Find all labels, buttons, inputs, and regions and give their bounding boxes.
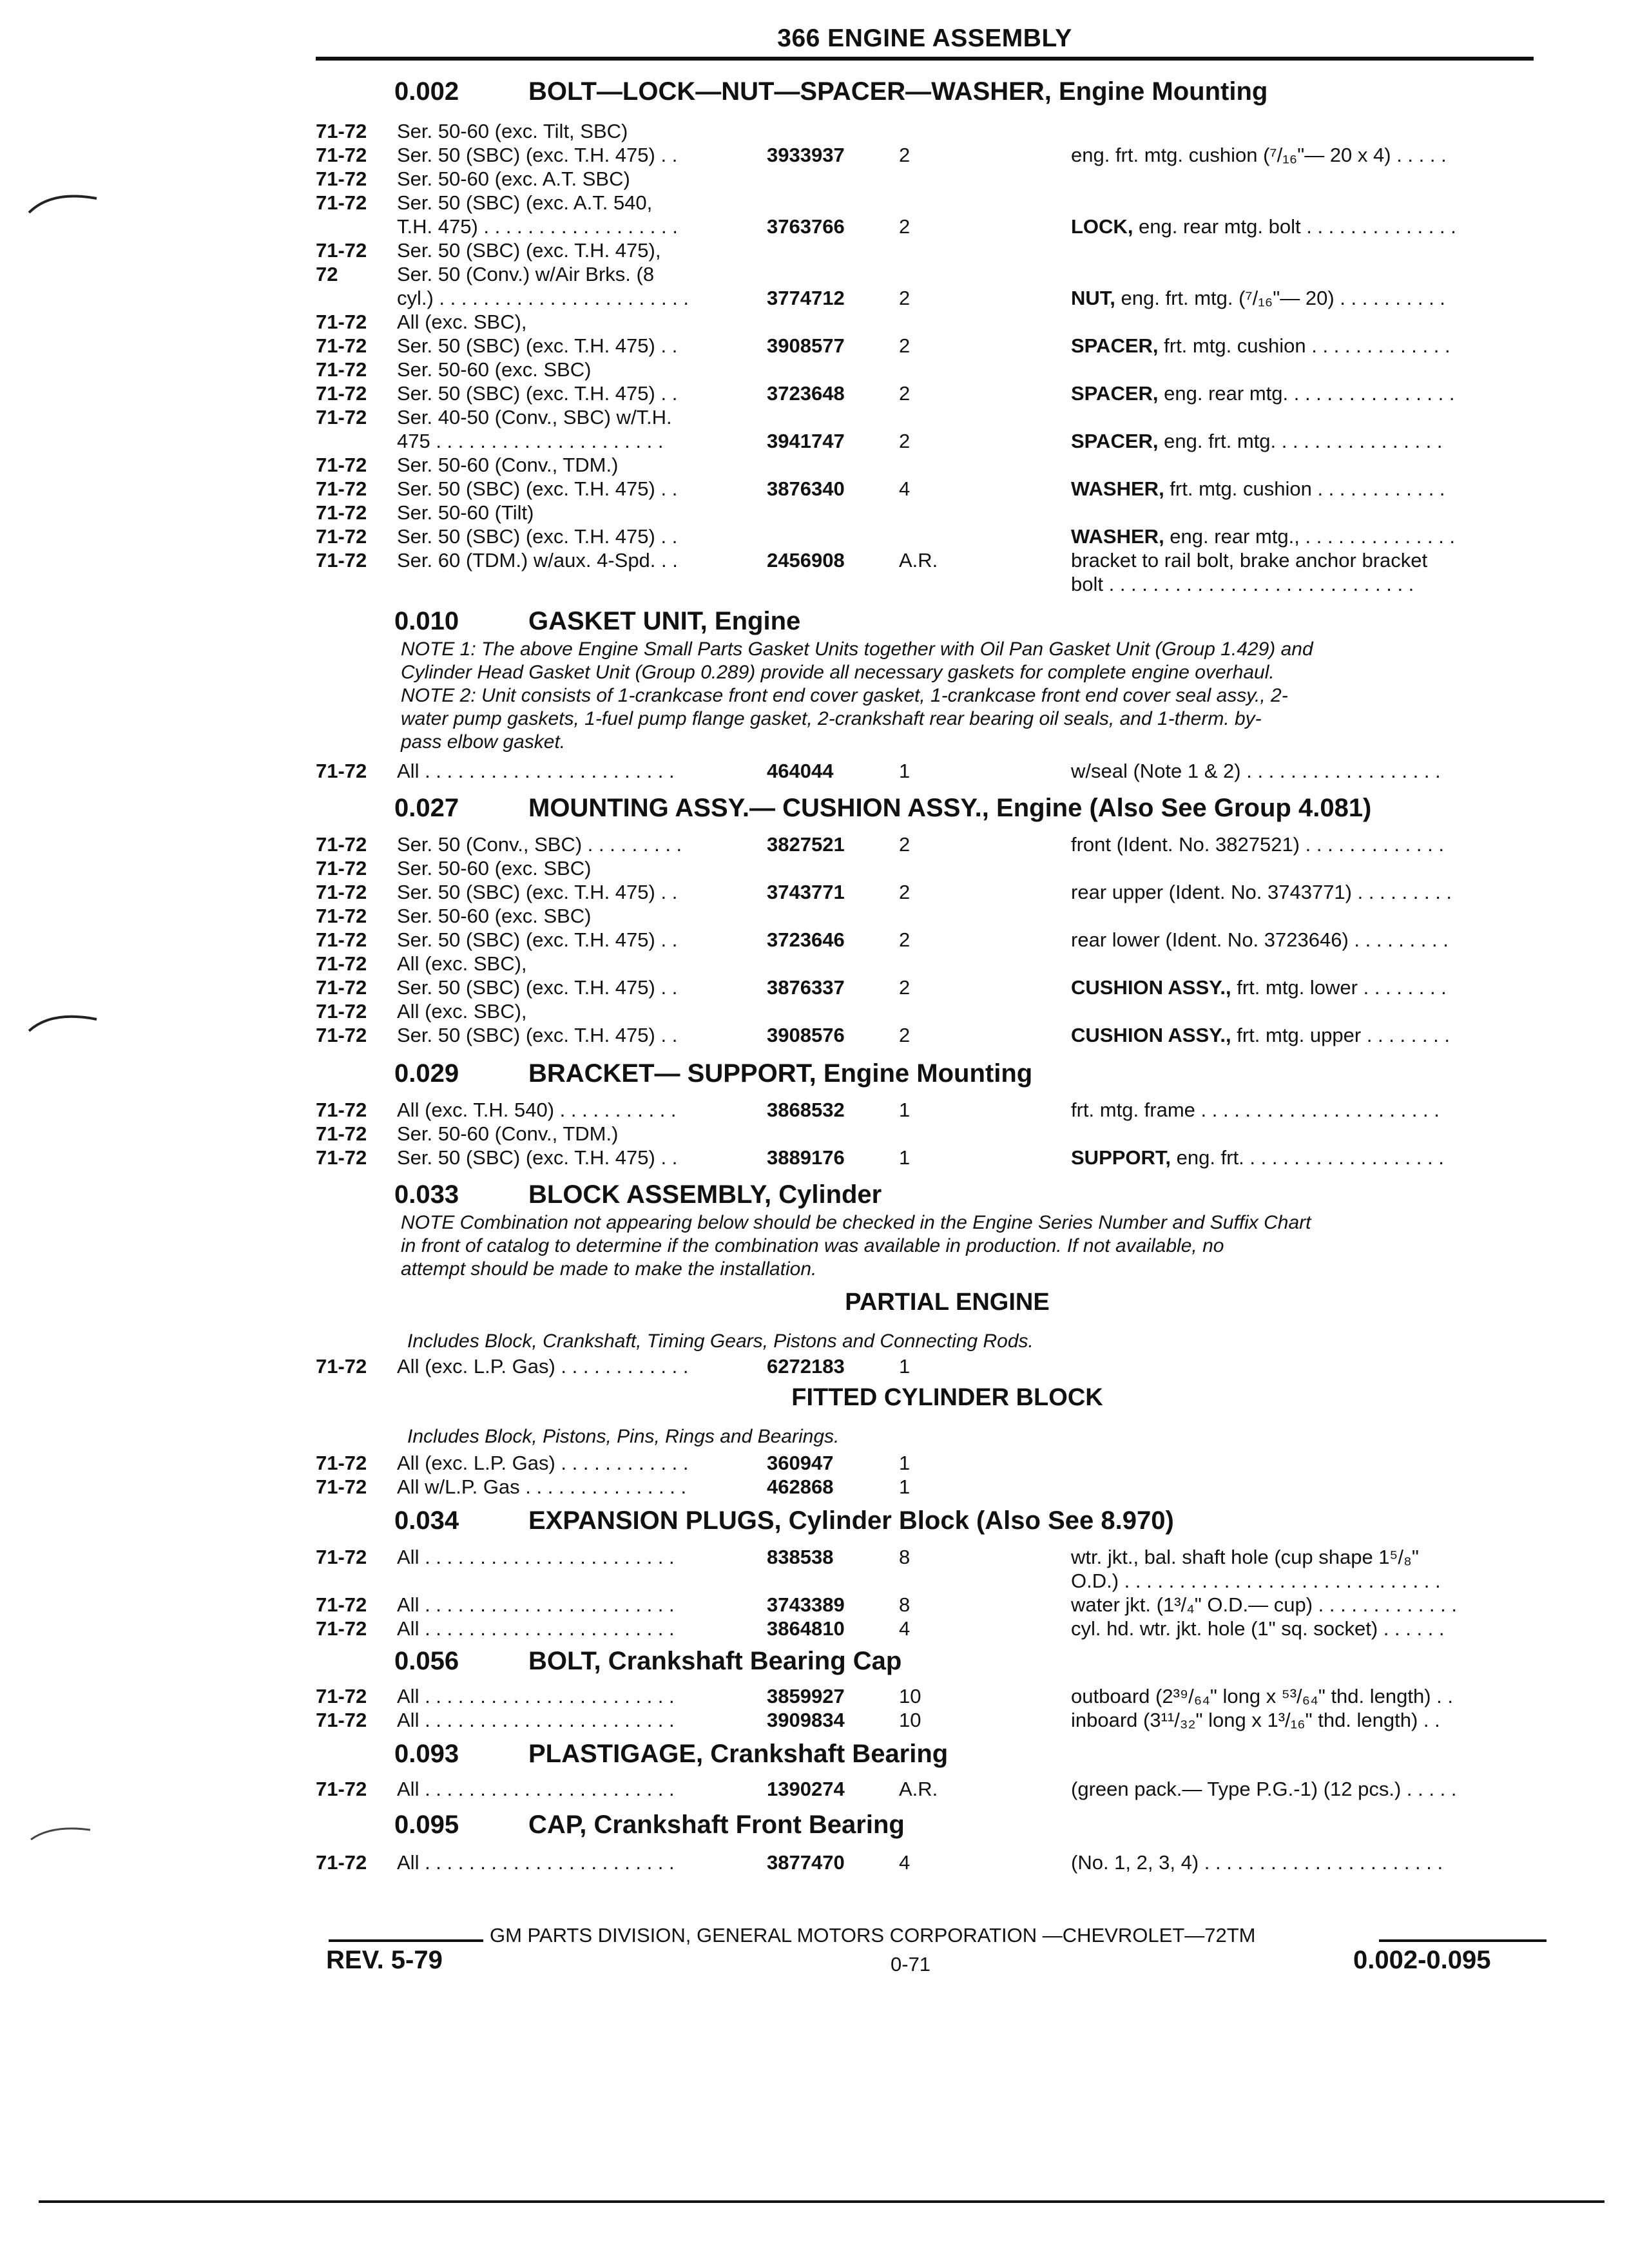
part-number: 3909834 [767, 1709, 845, 1731]
model-years: 71-72 [316, 334, 367, 357]
application: Ser. 50-60 (Conv., TDM.) [397, 1122, 619, 1145]
application: All (exc. L.P. Gas) . . . . . . . . . . . . [397, 1452, 689, 1474]
quantity: 1 [899, 1452, 911, 1474]
part-description-bold: SUPPORT, [1071, 1146, 1171, 1169]
section-number: 0.002 [394, 77, 459, 106]
part-description [1071, 880, 1452, 905]
quantity: 2 [899, 215, 911, 238]
note-line: pass elbow gasket. [401, 731, 566, 753]
part-description-bold: WASHER, [1071, 525, 1164, 548]
note-line: NOTE Combination not appearing below should be checked in the Engine Series Number and Suffix Chart [401, 1212, 1311, 1233]
margin-punch-mark [26, 187, 103, 226]
section-title: PLASTIGAGE, Crankshaft Bearing [528, 1740, 949, 1768]
parts-row [316, 1777, 1547, 1802]
parts-row [316, 1122, 1547, 1146]
section-title: EXPANSION PLUGS, Cylinder Block (Also See 8.970) [528, 1506, 1174, 1535]
part-description-bold: CUSHION ASSY., [1071, 976, 1231, 999]
part-number: 3876340 [767, 477, 845, 500]
parts-row [316, 167, 1547, 191]
quantity: 2 [899, 1024, 911, 1046]
part-description-text: outboard (2³⁹/₆₄" long x ⁵³/₆₄" thd. length) . . [1071, 1685, 1453, 1707]
model-years: 71-72 [316, 1099, 367, 1121]
quantity: 1 [899, 1475, 911, 1498]
model-years: 71-72 [316, 1546, 367, 1568]
parts-row [316, 548, 1547, 573]
model-years: 71-72 [316, 1024, 367, 1046]
section-heading [316, 606, 1547, 637]
section-heading [316, 1646, 1547, 1677]
part-number: 3743389 [767, 1593, 845, 1616]
note-line: Cylinder Head Gasket Unit (Group 0.289) provide all necessary gaskets for complete engine overhaul. [401, 662, 1275, 683]
model-years: 72 [316, 263, 338, 285]
section-title: BLOCK ASSEMBLY, Cylinder [528, 1180, 882, 1209]
model-years: 71-72 [316, 1122, 367, 1145]
part-number: 3933937 [767, 144, 845, 166]
parts-row [316, 477, 1547, 501]
parts-row [316, 358, 1547, 382]
application: All . . . . . . . . . . . . . . . . . . . . . . . [397, 760, 675, 782]
model-years: 71-72 [316, 120, 367, 142]
application: Ser. 50 (SBC) (exc. T.H. 475) . . [397, 1024, 678, 1046]
part-description-text: inboard (3¹¹/₃₂" long x 1³/₁₆" thd. length) . . [1071, 1709, 1440, 1731]
model-years: 71-72 [316, 1452, 367, 1474]
part-number: 3859927 [767, 1685, 845, 1707]
part-description-text: rear upper (Ident. No. 3743771) . . . . . . . . . [1071, 881, 1452, 903]
part-number: 3723648 [767, 382, 845, 405]
title-rule [316, 57, 1534, 61]
section-title: MOUNTING ASSY.— CUSHION ASSY., Engine (Also See Group 4.081) [528, 794, 1372, 822]
application: All (exc. SBC), [397, 311, 527, 333]
section-number: 0.027 [394, 794, 459, 822]
model-years: 71-72 [316, 191, 367, 214]
section-title: GASKET UNIT, Engine [528, 607, 801, 635]
part-description [1071, 832, 1444, 857]
note-line: attempt should be made to make the installation. [401, 1258, 817, 1280]
part-description-text: frt. mtg. cushion . . . . . . . . . . . . . [1158, 334, 1451, 357]
model-years: 71-72 [316, 168, 367, 190]
parts-row [316, 501, 1547, 525]
part-number: 3743771 [767, 881, 845, 903]
part-number: 464044 [767, 760, 834, 782]
application: Ser. 50-60 (exc. SBC) [397, 358, 592, 381]
parts-row [316, 975, 1547, 1000]
quantity: 8 [899, 1546, 911, 1568]
application: Ser. 50-60 (exc. SBC) [397, 905, 592, 927]
footer-rule-left [329, 1939, 483, 1942]
model-years: 71-72 [316, 857, 367, 879]
application: All w/L.P. Gas . . . . . . . . . . . . . . . [397, 1475, 687, 1498]
model-years: 71-72 [316, 311, 367, 333]
model-years: 71-72 [316, 928, 367, 951]
section-heading [316, 1809, 1547, 1840]
model-years: 71-72 [316, 382, 367, 405]
model-years: 71-72 [316, 1685, 367, 1707]
part-description [1071, 1593, 1457, 1617]
note-line: in front of catalog to determine if the combination was available in production. If not available, no [401, 1235, 1224, 1256]
quantity: 8 [899, 1593, 911, 1616]
part-description-text: w/seal (Note 1 & 2) . . . . . . . . . . . . . . . . . . [1071, 760, 1441, 782]
application: Ser. 50-60 (exc. SBC) [397, 857, 592, 879]
part-description [1071, 381, 1455, 406]
application: Ser. 50 (SBC) (exc. T.H. 475) . . [397, 525, 678, 548]
part-description-text: front (Ident. No. 3827521) . . . . . . . . . . . . . [1071, 833, 1444, 856]
application: All . . . . . . . . . . . . . . . . . . . . . . . [397, 1617, 675, 1640]
section-title: BOLT—LOCK—NUT—SPACER—WASHER, Engine Mounting [528, 77, 1268, 106]
part-description [1071, 1023, 1450, 1048]
application: All (exc. T.H. 540) . . . . . . . . . . . [397, 1099, 677, 1121]
section-number: 0.029 [394, 1059, 459, 1088]
part-number: 3876337 [767, 976, 845, 999]
parts-row [316, 334, 1547, 358]
part-number: 1390274 [767, 1778, 845, 1800]
parts-row [316, 215, 1547, 239]
parts-row [316, 191, 1547, 215]
part-description-text: cyl. hd. wtr. jkt. hole (1" sq. socket) . . . . . . [1071, 1617, 1445, 1640]
parts-row [316, 952, 1547, 976]
part-description [1071, 1617, 1445, 1641]
footer-publisher: GM PARTS DIVISION, GENERAL MOTORS CORPORATION —CHEVROLET—72TM [490, 1924, 1256, 1946]
quantity: 2 [899, 382, 911, 405]
application: Ser. 50 (SBC) (exc. T.H. 475) . . [397, 334, 678, 357]
parts-row [316, 1354, 1547, 1379]
quantity: 2 [899, 976, 911, 999]
part-number: 3864810 [767, 1617, 845, 1640]
model-years: 71-72 [316, 1593, 367, 1616]
part-description-text: eng. rear mtg., . . . . . . . . . . . . . . [1164, 525, 1456, 548]
parts-row [316, 286, 1547, 311]
parts-row [316, 405, 1547, 430]
quantity: A.R. [899, 1778, 938, 1800]
section-number: 0.010 [394, 607, 459, 635]
application: All . . . . . . . . . . . . . . . . . . . . . . . [397, 1851, 675, 1874]
model-years: 71-72 [316, 144, 367, 166]
part-description-bold: SPACER, [1071, 334, 1159, 357]
quantity: 4 [899, 477, 911, 500]
model-years: 71-72 [316, 501, 367, 524]
model-years: 71-72 [316, 477, 367, 500]
application: Ser. 60 (TDM.) w/aux. 4-Spd. . . [397, 549, 678, 572]
parts-row [316, 1850, 1547, 1875]
parts-row [316, 429, 1547, 454]
quantity: 2 [899, 881, 911, 903]
quantity: A.R. [899, 549, 938, 572]
application: Ser. 50 (Conv., SBC) . . . . . . . . . [397, 833, 682, 856]
part-number: 3763766 [767, 215, 845, 238]
parts-row [316, 310, 1547, 334]
part-description [1071, 1569, 1441, 1593]
part-description [1071, 1684, 1453, 1709]
parts-row [316, 238, 1547, 263]
parts-row [316, 832, 1547, 857]
part-description-text: eng. frt. mtg. (⁷/₁₆"— 20) . . . . . . . . . . [1115, 287, 1445, 309]
application: Ser. 50 (Conv.) w/Air Brks. (8 [397, 263, 655, 285]
application: Ser. 50 (SBC) (exc. T.H. 475) . . [397, 881, 678, 903]
footer-page-number: 0-71 [891, 1953, 931, 1975]
part-number: 360947 [767, 1452, 834, 1474]
scan-edge-rule [39, 2200, 1605, 2203]
application: 475 . . . . . . . . . . . . . . . . . . . . . [397, 430, 664, 452]
parts-row [316, 1451, 1547, 1475]
application: Ser. 50 (SBC) (exc. A.T. 540, [397, 191, 653, 214]
note-line: Includes Block, Pistons, Pins, Rings and Bearings. [407, 1426, 840, 1447]
model-years: 71-72 [316, 1355, 367, 1378]
quantity: 10 [899, 1709, 921, 1731]
application: Ser. 50 (SBC) (exc. T.H. 475) . . [397, 382, 678, 405]
parts-row [316, 143, 1547, 168]
section-heading [316, 793, 1547, 823]
parts-row [316, 1023, 1547, 1048]
part-description [1071, 334, 1451, 358]
part-description [1071, 759, 1441, 783]
parts-row [316, 453, 1547, 477]
application: Ser. 50 (SBC) (exc. T.H. 475) . . [397, 928, 678, 951]
part-description-text: rear lower (Ident. No. 3723646) . . . . . . . . . [1071, 928, 1449, 951]
part-number: 3723646 [767, 928, 845, 951]
part-description-text: eng. rear mtg. . . . . . . . . . . . . . . . [1158, 382, 1455, 405]
part-number: 3877470 [767, 1851, 845, 1874]
page-title: 366 ENGINE ASSEMBLY [777, 24, 1072, 52]
model-years: 71-72 [316, 1778, 367, 1800]
part-number: 2456908 [767, 549, 845, 572]
footer-revision: REV. 5-79 [326, 1946, 443, 1974]
note-line: NOTE 2: Unit consists of 1-crankcase front end cover gasket, 1-crankcase front end cover seal assy., 2- [401, 685, 1288, 706]
footer-group-range: 0.002-0.095 [1353, 1946, 1491, 1974]
quantity: 1 [899, 1099, 911, 1121]
part-description [1071, 1545, 1419, 1570]
part-description-text: frt. mtg. cushion . . . . . . . . . . . . [1164, 477, 1445, 500]
part-description-text: water jkt. (1³/₄" O.D.— cup) . . . . . . . . . . . . . [1071, 1593, 1457, 1616]
section-number: 0.056 [394, 1647, 459, 1675]
quantity: 2 [899, 287, 911, 309]
quantity: 1 [899, 1355, 911, 1378]
parts-row [316, 262, 1547, 287]
part-description [1071, 572, 1414, 597]
application: cyl.) . . . . . . . . . . . . . . . . . . . . . . . [397, 287, 689, 309]
section-heading [316, 1058, 1547, 1089]
part-description [1071, 1777, 1456, 1802]
part-number: 3868532 [767, 1099, 845, 1121]
model-years: 71-72 [316, 549, 367, 572]
model-years: 71-72 [316, 1709, 367, 1731]
parts-row [316, 999, 1547, 1024]
subheading-partial-engine: PARTIAL ENGINE [845, 1289, 1050, 1316]
quantity: 4 [899, 1617, 911, 1640]
quantity: 2 [899, 334, 911, 357]
parts-row [316, 1146, 1547, 1170]
margin-punch-mark [26, 1005, 103, 1044]
application: Ser. 50-60 (Tilt) [397, 501, 534, 524]
subheading-fitted-cylinder-block: FITTED CYLINDER BLOCK [791, 1384, 1103, 1411]
part-number: 3889176 [767, 1146, 845, 1169]
section-title: CAP, Crankshaft Front Bearing [528, 1811, 905, 1839]
parts-row [316, 1475, 1547, 1499]
part-description [1071, 1146, 1444, 1170]
model-years: 71-72 [316, 1475, 367, 1498]
part-description-bold: LOCK, [1071, 215, 1133, 238]
part-description-text: bracket to rail bolt, brake anchor bracket [1071, 549, 1428, 572]
quantity: 1 [899, 760, 911, 782]
application: All . . . . . . . . . . . . . . . . . . . . . . . [397, 1778, 675, 1800]
parts-row [316, 904, 1547, 928]
part-description-text: (green pack.— Type P.G.-1) (12 pcs.) . . . . . [1071, 1778, 1457, 1800]
section-heading [316, 76, 1547, 107]
quantity: 1 [899, 1146, 911, 1169]
part-description-text: eng. frt. mtg. . . . . . . . . . . . . . . . [1158, 430, 1443, 452]
model-years: 71-72 [316, 454, 367, 476]
quantity: 2 [899, 833, 911, 856]
application: All . . . . . . . . . . . . . . . . . . . . . . . [397, 1685, 675, 1707]
note-line: NOTE 1: The above Engine Small Parts Gasket Units together with Oil Pan Gasket Unit (Group 1.429) and [401, 639, 1313, 660]
part-description-text: bolt . . . . . . . . . . . . . . . . . . . . . . . . . . . . [1071, 573, 1414, 595]
parts-row [316, 572, 1547, 597]
parts-row [316, 119, 1547, 144]
part-description [1071, 975, 1447, 1000]
section-number: 0.033 [394, 1180, 459, 1209]
part-description-text: frt. mtg. frame . . . . . . . . . . . . . . . . . . . . . . [1071, 1099, 1440, 1121]
parts-row [316, 1617, 1547, 1641]
part-description-bold: WASHER, [1071, 477, 1164, 500]
part-description-text: eng. frt. mtg. cushion (⁷/₁₆"— 20 x 4) . . . . . [1071, 144, 1447, 166]
application: Ser. 50-60 (exc. A.T. SBC) [397, 168, 630, 190]
section-heading [316, 1738, 1547, 1769]
parts-row [316, 1708, 1547, 1733]
section-heading [316, 1505, 1547, 1536]
parts-row [316, 524, 1547, 549]
part-number: 3908576 [767, 1024, 845, 1046]
model-years: 71-72 [316, 976, 367, 999]
application: Ser. 50-60 (exc. Tilt, SBC) [397, 120, 628, 142]
part-description [1071, 477, 1445, 501]
part-description [1071, 524, 1455, 549]
part-description-bold: SPACER, [1071, 382, 1159, 405]
parts-row [316, 1098, 1547, 1122]
section-number: 0.095 [394, 1811, 459, 1839]
application: Ser. 50 (SBC) (exc. T.H. 475) . . [397, 144, 678, 166]
part-number: 838538 [767, 1546, 834, 1568]
parts-row [316, 1684, 1547, 1709]
application: All (exc. SBC), [397, 1000, 527, 1023]
application: All . . . . . . . . . . . . . . . . . . . . . . . [397, 1546, 675, 1568]
part-description [1071, 1708, 1440, 1733]
application: Ser. 50-60 (Conv., TDM.) [397, 454, 619, 476]
application: T.H. 475) . . . . . . . . . . . . . . . . . . [397, 215, 678, 238]
part-description-bold: CUSHION ASSY., [1071, 1024, 1231, 1046]
section-title: BOLT, Crankshaft Bearing Cap [528, 1647, 902, 1675]
part-description [1071, 215, 1456, 239]
note-line: Includes Block, Crankshaft, Timing Gears, Pistons and Connecting Rods. [407, 1331, 1034, 1352]
part-description [1071, 1850, 1443, 1875]
parts-row [316, 1593, 1547, 1617]
application: All . . . . . . . . . . . . . . . . . . . . . . . [397, 1709, 675, 1731]
model-years: 71-72 [316, 239, 367, 262]
model-years: 71-72 [316, 1000, 367, 1023]
margin-punch-mark [26, 1817, 103, 1849]
section-number: 0.093 [394, 1740, 459, 1768]
section-title: BRACKET— SUPPORT, Engine Mounting [528, 1059, 1033, 1088]
part-description [1071, 286, 1445, 311]
application: Ser. 50 (SBC) (exc. T.H. 475), [397, 239, 661, 262]
part-number: 3908577 [767, 334, 845, 357]
note-line: water pump gaskets, 1-fuel pump flange gasket, 2-crankshaft rear bearing oil seals, and 1-therm. by- [401, 708, 1262, 729]
part-description-bold: SPACER, [1071, 430, 1159, 452]
quantity: 2 [899, 144, 911, 166]
part-description-text: wtr. jkt., bal. shaft hole (cup shape 1⁵/₈" [1071, 1546, 1419, 1568]
part-description [1071, 1098, 1440, 1122]
application: Ser. 50 (SBC) (exc. T.H. 475) . . [397, 976, 678, 999]
section-number: 0.034 [394, 1506, 459, 1535]
part-description [1071, 928, 1449, 952]
part-description-text: eng. frt. . . . . . . . . . . . . . . . . . . [1171, 1146, 1444, 1169]
application: All (exc. SBC), [397, 952, 527, 975]
footer-rule-right [1379, 1939, 1547, 1942]
part-number: 3774712 [767, 287, 845, 309]
quantity: 10 [899, 1685, 921, 1707]
application: Ser. 50 (SBC) (exc. T.H. 475) . . [397, 477, 678, 500]
parts-row [316, 1569, 1547, 1593]
parts-row [316, 928, 1547, 952]
part-description-text: (No. 1, 2, 3, 4) . . . . . . . . . . . . . . . . . . . . . . [1071, 1851, 1443, 1874]
quantity: 2 [899, 430, 911, 452]
part-number: 462868 [767, 1475, 834, 1498]
model-years: 71-72 [316, 1617, 367, 1640]
part-description-text: eng. rear mtg. bolt . . . . . . . . . . . . . . [1133, 215, 1456, 238]
model-years: 71-72 [316, 358, 367, 381]
part-description [1071, 429, 1443, 454]
application: Ser. 50 (SBC) (exc. T.H. 475) . . [397, 1146, 678, 1169]
parts-row [316, 759, 1547, 783]
part-number: 6272183 [767, 1355, 845, 1378]
model-years: 71-72 [316, 525, 367, 548]
parts-row [316, 1545, 1547, 1570]
application: All (exc. L.P. Gas) . . . . . . . . . . . . [397, 1355, 689, 1378]
model-years: 71-72 [316, 952, 367, 975]
model-years: 71-72 [316, 1851, 367, 1874]
part-number: 3941747 [767, 430, 845, 452]
part-description-text: frt. mtg. upper . . . . . . . . [1231, 1024, 1451, 1046]
quantity: 4 [899, 1851, 911, 1874]
parts-row [316, 381, 1547, 406]
section-heading [316, 1179, 1547, 1210]
quantity: 2 [899, 928, 911, 951]
model-years: 71-72 [316, 760, 367, 782]
part-description-text: O.D.) . . . . . . . . . . . . . . . . . . . . . . . . . . . . . [1071, 1570, 1441, 1592]
part-number: 3827521 [767, 833, 845, 856]
model-years: 71-72 [316, 1146, 367, 1169]
part-description [1071, 548, 1427, 573]
model-years: 71-72 [316, 881, 367, 903]
part-description [1071, 143, 1447, 168]
parts-row [316, 880, 1547, 905]
parts-row [316, 856, 1547, 881]
model-years: 71-72 [316, 905, 367, 927]
part-description-text: frt. mtg. lower . . . . . . . . [1231, 976, 1447, 999]
application: Ser. 40-50 (Conv., SBC) w/T.H. [397, 406, 672, 428]
part-description-bold: NUT, [1071, 287, 1115, 309]
model-years: 71-72 [316, 833, 367, 856]
application: All . . . . . . . . . . . . . . . . . . . . . . . [397, 1593, 675, 1616]
model-years: 71-72 [316, 406, 367, 428]
